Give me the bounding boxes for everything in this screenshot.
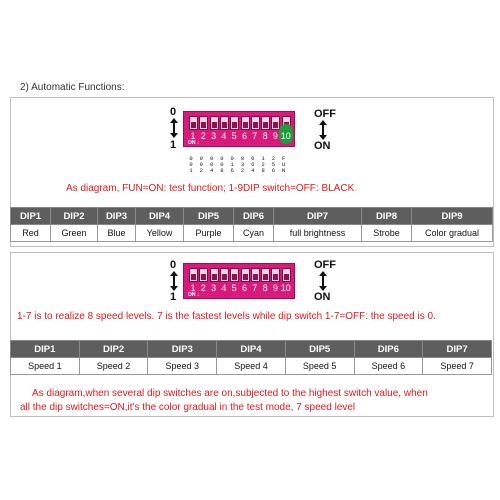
dip-switch-slot bbox=[199, 116, 208, 130]
dip1-on-label: ON ↓ bbox=[188, 140, 200, 146]
dip-switch-knob bbox=[232, 122, 237, 128]
dip-switch-knob bbox=[273, 274, 278, 280]
table-header-cell: DIP2 bbox=[51, 208, 98, 225]
dip2-side-label-off: OFF bbox=[314, 259, 336, 271]
table-header-cell: DIP9 bbox=[412, 208, 493, 225]
table-header-row bbox=[11, 341, 492, 358]
table-header-cell: DIP1 bbox=[11, 208, 51, 225]
table-cell: Speed 6 bbox=[354, 358, 423, 375]
table-header-cell: DIP7 bbox=[274, 208, 362, 225]
dip2-updown-arrow-icon bbox=[173, 275, 175, 287]
dip-number-label: 5 bbox=[231, 131, 237, 141]
dip-switch-knob bbox=[273, 122, 278, 128]
dip-value-label: 0 0 4 bbox=[209, 155, 214, 174]
dip-switch-slot bbox=[230, 268, 239, 282]
dip-switch-speed bbox=[183, 263, 295, 299]
table-header-cell: DIP5 bbox=[184, 208, 234, 225]
dip-value-label: 0 0 8 bbox=[220, 155, 224, 174]
dip-switch-knob bbox=[253, 274, 258, 280]
table-header-cell: DIP2 bbox=[79, 341, 148, 358]
table-header-cell: DIP3 bbox=[98, 208, 136, 225]
dip2-side-label-on: ON bbox=[314, 291, 331, 303]
dip-number-label: 10 bbox=[280, 283, 291, 293]
dip-switch-slot bbox=[271, 268, 280, 282]
dip1-side-label-off: OFF bbox=[314, 108, 336, 120]
dip-number-label: 7 bbox=[252, 283, 258, 293]
dip-switch-knob bbox=[232, 274, 237, 280]
caption-note-line2: all the dip switches=ON,it's the color gradual in the test mode, 7 speed level bbox=[20, 402, 356, 413]
dip-switch-slot bbox=[241, 268, 250, 282]
dip-number-label: 6 bbox=[241, 283, 247, 293]
dip-switch-slot bbox=[241, 116, 250, 130]
dip-switch-knob bbox=[284, 274, 289, 280]
table-header-cell: DIP5 bbox=[285, 341, 354, 358]
dip2-side-label-top: 0 bbox=[170, 259, 177, 271]
dip-switch-slot bbox=[220, 116, 229, 130]
dip-switch-slot bbox=[210, 116, 219, 130]
table-header-cell: DIP1 bbox=[11, 341, 80, 358]
dip-value-label: 2 5 6 bbox=[271, 155, 276, 174]
dip2-on-label: ON ↓ bbox=[188, 292, 200, 298]
dip-switch-knob bbox=[243, 122, 248, 128]
dip1-updown-arrow-icon bbox=[173, 122, 175, 134]
table-cell: Blue bbox=[98, 225, 136, 242]
table-cell: Speed 1 bbox=[11, 358, 80, 375]
dip-number-label: 7 bbox=[252, 131, 258, 141]
dip-number-label: 3 bbox=[211, 283, 217, 293]
dip-switch-slot bbox=[220, 268, 229, 282]
dip-value-label: 0 0 1 bbox=[189, 155, 193, 174]
table-cell: full brightness bbox=[274, 225, 362, 242]
dip-value-label: F U N bbox=[282, 155, 286, 174]
dip-switch-slot bbox=[251, 268, 260, 282]
table-cell: Speed 4 bbox=[217, 358, 286, 375]
dip-switch-knob bbox=[212, 274, 217, 280]
dip-value-label: 1 2 8 bbox=[261, 155, 265, 174]
dip-switch-slot bbox=[189, 116, 198, 130]
dip1-side-label-on: ON bbox=[314, 140, 331, 152]
dip-number-label: 6 bbox=[241, 131, 247, 141]
caption-test-function: As diagram, FUN=ON: test function; 1-9DIP switch=OFF: BLACK bbox=[66, 183, 355, 194]
dip1-side-label-top: 0 bbox=[170, 106, 177, 118]
dip-value-label: 0 3 2 bbox=[240, 155, 245, 174]
dip2-side-label-bottom: 1 bbox=[170, 291, 177, 303]
table-header-cell: DIP4 bbox=[217, 341, 286, 358]
table-header-cell: DIP3 bbox=[148, 341, 217, 358]
table-header-cell: DIP6 bbox=[354, 341, 423, 358]
table-header-cell: DIP8 bbox=[362, 208, 412, 225]
dip-number-label: 10 bbox=[280, 131, 291, 141]
dip-switch-slot bbox=[282, 268, 291, 282]
dip-switch-knob bbox=[191, 274, 196, 280]
table-cell: Strobe bbox=[362, 225, 412, 242]
dip-switch-test-function bbox=[183, 111, 295, 147]
dip-switch-knob bbox=[201, 122, 206, 128]
table-row bbox=[11, 225, 493, 242]
dip-switch-knob bbox=[222, 274, 227, 280]
dip-switch-slot bbox=[199, 268, 208, 282]
dip-switch-knob bbox=[191, 122, 196, 128]
dip-switch-slot bbox=[230, 116, 239, 130]
dip-number-label: 5 bbox=[231, 283, 237, 293]
dip-number-label: 2 bbox=[200, 283, 206, 293]
speed-table bbox=[10, 340, 492, 375]
dip-switch-knob bbox=[263, 122, 268, 128]
dip-switch-knob bbox=[253, 122, 258, 128]
table-cell: Color gradual bbox=[412, 225, 493, 242]
dip-switch-knob bbox=[243, 274, 248, 280]
section-heading: 2) Automatic Functions: bbox=[20, 82, 125, 93]
dip-number-label: 3 bbox=[211, 131, 217, 141]
dip-number-label: 8 bbox=[262, 283, 268, 293]
dip-switch-slot bbox=[251, 116, 260, 130]
dip-number-label: 1 bbox=[190, 131, 196, 141]
table-cell: Speed 3 bbox=[148, 358, 217, 375]
table-cell: Cyan bbox=[234, 225, 274, 242]
dip2-right-arrow-icon bbox=[322, 275, 324, 287]
dip-number-label: 2 bbox=[200, 131, 206, 141]
dip-switch-slot bbox=[210, 268, 219, 282]
dip-value-label: 0 6 4 bbox=[251, 155, 255, 174]
dip-switch-knob bbox=[222, 122, 227, 128]
table-cell: Purple bbox=[184, 225, 234, 242]
table-cell: Speed 7 bbox=[423, 358, 492, 375]
table-row bbox=[11, 358, 492, 375]
table-header-cell: DIP7 bbox=[423, 341, 492, 358]
table-cell: Red bbox=[11, 225, 51, 242]
dip-number-label: 8 bbox=[262, 131, 268, 141]
dip-value-label: 0 1 6 bbox=[230, 155, 234, 174]
caption-speed: 1-7 is to realize 8 speed levels. 7 is the fastest levels while dip switch 1-7=OFF: the speed is 0. bbox=[17, 311, 436, 322]
dip-value-label: 0 0 2 bbox=[199, 155, 203, 174]
dip-number-label: 1 bbox=[190, 283, 196, 293]
color-table bbox=[10, 207, 493, 242]
table-cell: Speed 2 bbox=[79, 358, 148, 375]
table-cell: Speed 5 bbox=[285, 358, 354, 375]
dip1-side-label-bottom: 1 bbox=[170, 139, 177, 151]
table-header-cell: DIP6 bbox=[234, 208, 274, 225]
dip-number-label: 9 bbox=[272, 283, 278, 293]
dip-switch-slot bbox=[261, 268, 270, 282]
dip-number-label: 9 bbox=[272, 131, 278, 141]
dip-switch-knob bbox=[263, 274, 268, 280]
dip-switch-slot bbox=[189, 268, 198, 282]
dip1-right-arrow-icon bbox=[322, 124, 324, 136]
dip-number-label: 4 bbox=[221, 131, 227, 141]
dip-switch-knob bbox=[212, 122, 217, 128]
caption-note-line1: As diagram,when several dip switches are on,subjected to the highest switch value, when bbox=[32, 388, 428, 399]
table-cell: Green bbox=[51, 225, 98, 242]
table-cell: Yellow bbox=[136, 225, 184, 242]
dip-number-label: 4 bbox=[221, 283, 227, 293]
dip-switch-slot bbox=[261, 116, 270, 130]
table-header-row bbox=[11, 208, 493, 225]
dip-switch-knob bbox=[201, 274, 206, 280]
table-header-cell: DIP4 bbox=[136, 208, 184, 225]
